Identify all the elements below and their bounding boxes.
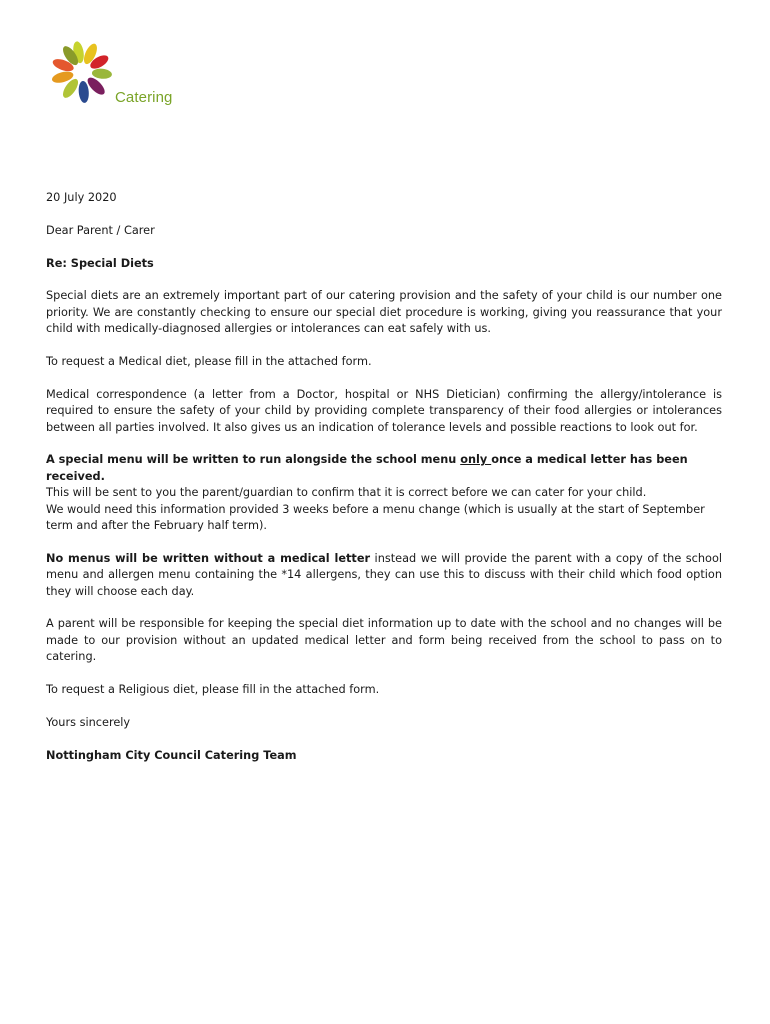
- catering-logo: [44, 40, 194, 110]
- flower-logo-icon: [44, 40, 119, 110]
- logo-text: Catering: [115, 89, 173, 106]
- special-menu-only: only: [460, 453, 492, 467]
- letter-closing: Yours sincerely: [46, 715, 131, 729]
- special-menu-bold-b: once a medical letter has been received.: [46, 453, 688, 483]
- letter-body: [46, 190, 722, 780]
- special-menu-line3: We would need this information provided 3 weeks before a menu change (which is usually at the start of September term and after the February half term).: [46, 502, 705, 533]
- no-menus-bold: No menus will be written without a medical letter: [46, 551, 371, 565]
- subject-text: Re: Special Diets: [46, 256, 154, 270]
- paragraph-medical-request: To request a Medical diet, please fill in the attached form.: [46, 355, 372, 368]
- paragraph-intro: Special diets are an extremely important part of our catering provision and the safety of your child is our number one priority. We are constantly checking to ensure our special diet procedure is working, giving you reassurance that your child with medically-diagnosed allergies or intolerances can eat safely with us.: [46, 289, 722, 336]
- paragraph-parent-responsibility: A parent will be responsible for keeping the special diet information up to date with the school and no changes will be made to our provision without an updated medical letter and form being received from the school to pass on to catering.: [46, 617, 722, 664]
- letter-subject: [46, 256, 722, 272]
- paragraph-special-menu: [46, 452, 722, 534]
- letter-signature: [46, 748, 722, 764]
- paragraph-no-menus: [46, 551, 722, 600]
- paragraph-medical-correspondence: Medical correspondence (a letter from a Doctor, hospital or NHS Dietician) confirming the allergy/intolerance is required to ensure the safety of your child by providing complete transparency of their food allergies or intolerances between all parties involved. It also gives us an indication of tolerance levels and possible reactions to look out for.: [46, 387, 722, 434]
- no-menus-rest: instead we will provide the parent with a copy of the school menu and allergen menu containing the *14 allergens, they can use this to discuss with their child which food option they will choose each day.: [46, 551, 722, 598]
- letter-date: 20 July 2020: [46, 191, 117, 204]
- special-menu-line2: This will be sent to you the parent/guardian to confirm that it is correct before we can cater for your child.: [46, 486, 647, 500]
- letter-greeting: Dear Parent / Carer: [46, 223, 155, 237]
- signature-text: Nottingham City Council Catering Team: [46, 748, 297, 762]
- special-menu-bold-a: A special menu will be written to run alongside the school menu: [46, 453, 461, 467]
- paragraph-religious-request: To request a Religious diet, please fill in the attached form.: [46, 683, 380, 697]
